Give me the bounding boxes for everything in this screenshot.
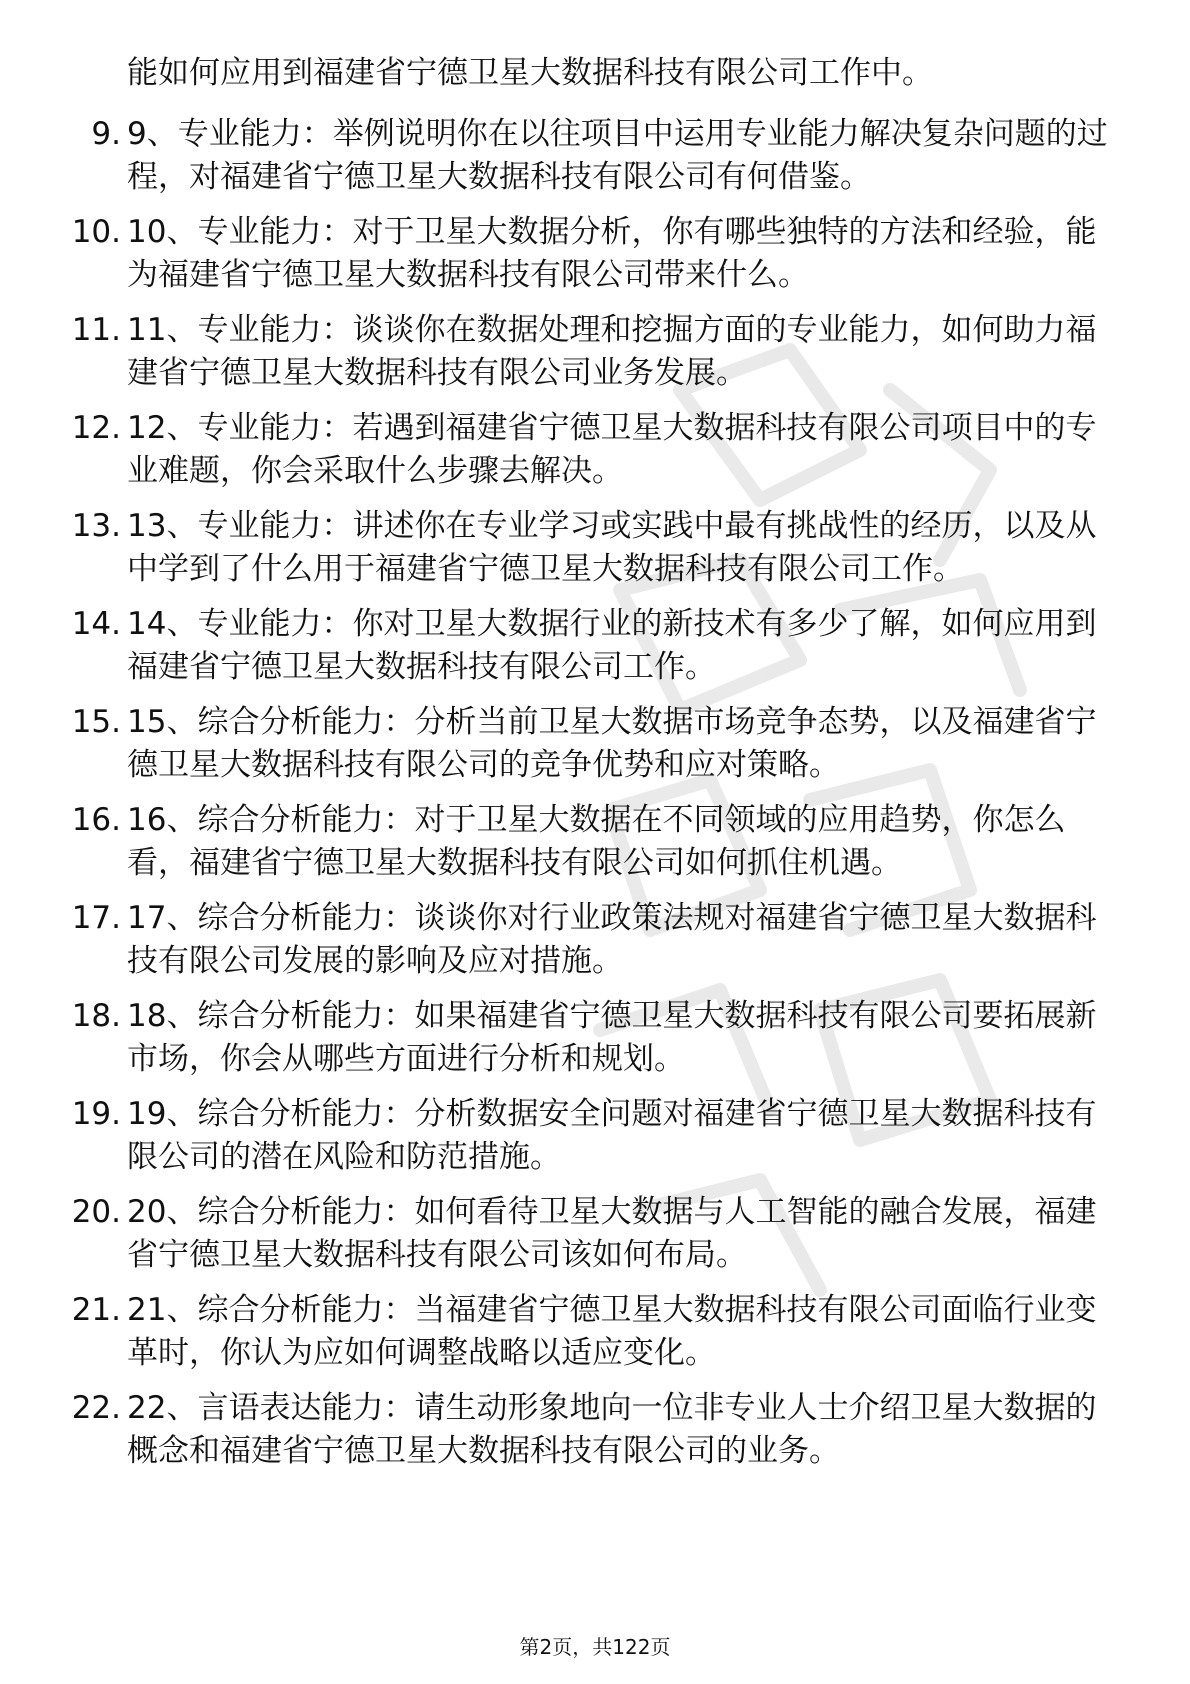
list-item-number: 22. [71,1390,121,1426]
list-item-text: 11、专业能力：谈谈你在数据处理和挖掘方面的专业能力，如何助力福建省宁德卫星大数据科技有限公司业务发展。 [127,312,1097,391]
list-item-text: 22、言语表达能力：请生动形象地向一位非专业人士介绍卫星大数据的概念和福建省宁德卫星大数据科技有限公司的业务。 [127,1390,1097,1469]
list-item-number: 12. [71,410,121,446]
list-item-number: 15. [71,704,121,740]
list-item [0,1387,1112,1473]
list-item [0,211,1112,297]
list-item [0,603,1112,689]
list-item-number: 10. [71,214,121,250]
list-item-number: 11. [71,312,121,348]
list-item-text: 13、专业能力：讲述你在专业学习或实践中最有挑战性的经历，以及从中学到了什么用于福建省宁德卫星大数据科技有限公司工作。 [127,508,1097,587]
list-item [0,309,1112,395]
list-item [0,505,1112,591]
question-list [0,113,1190,1485]
list-item-number: 17. [71,900,121,936]
list-item-number: 20. [71,1194,121,1230]
list-item-text: 15、综合分析能力：分析当前卫星大数据市场竞争态势，以及福建省宁德卫星大数据科技有限公司的竞争优势和应对策略。 [127,704,1097,783]
list-item-text: 14、专业能力：你对卫星大数据行业的新技术有多少了解，如何应用到福建省宁德卫星大数据科技有限公司工作。 [127,606,1097,685]
list-item-text: 18、综合分析能力：如果福建省宁德卫星大数据科技有限公司要拓展新市场，你会从哪些方面进行分析和规划。 [127,998,1097,1077]
list-item [0,1093,1112,1179]
list-item [0,1191,1112,1277]
list-item [0,1289,1112,1375]
list-item-text: 19、综合分析能力：分析数据安全问题对福建省宁德卫星大数据科技有限公司的潜在风险和防范措施。 [127,1096,1097,1175]
list-item-text: 10、专业能力：对于卫星大数据分析，你有哪些独特的方法和经验，能为福建省宁德卫星大数据科技有限公司带来什么。 [127,214,1097,293]
list-item-number: 9. [91,116,121,152]
list-item-text: 16、综合分析能力：对于卫星大数据在不同领域的应用趋势，你怎么看，福建省宁德卫星大数据科技有限公司如何抓住机遇。 [127,802,1066,881]
page-footer: 第2页，共122页 [519,1635,671,1659]
continuation-line: 能如何应用到福建省宁德卫星大数据科技有限公司工作中。 [127,55,933,91]
list-item [0,113,1112,199]
list-item [0,701,1112,787]
list-item-text: 20、综合分析能力：如何看待卫星大数据与人工智能的融合发展，福建省宁德卫星大数据科技有限公司该如何布局。 [127,1194,1097,1273]
list-item-number: 18. [71,998,121,1034]
list-item-number: 14. [71,606,121,642]
list-item [0,897,1112,983]
list-item [0,995,1112,1081]
list-item [0,799,1112,885]
list-item-text: 17、综合分析能力：谈谈你对行业政策法规对福建省宁德卫星大数据科技有限公司发展的影响及应对措施。 [127,900,1097,979]
list-item-number: 21. [71,1292,121,1328]
list-item-text: 9、专业能力：举例说明你在以往项目中运用专业能力解决复杂问题的过程，对福建省宁德卫星大数据科技有限公司有何借鉴。 [127,116,1108,195]
list-item-text: 21、综合分析能力：当福建省宁德卫星大数据科技有限公司面临行业变革时，你认为应如何调整战略以适应变化。 [127,1292,1097,1371]
list-item-text: 12、专业能力：若遇到福建省宁德卫星大数据科技有限公司项目中的专业难题，你会采取什么步骤去解决。 [127,410,1097,489]
list-item-number: 16. [71,802,121,838]
list-item-number: 13. [71,508,121,544]
list-item [0,407,1112,493]
list-item-number: 19. [71,1096,121,1132]
